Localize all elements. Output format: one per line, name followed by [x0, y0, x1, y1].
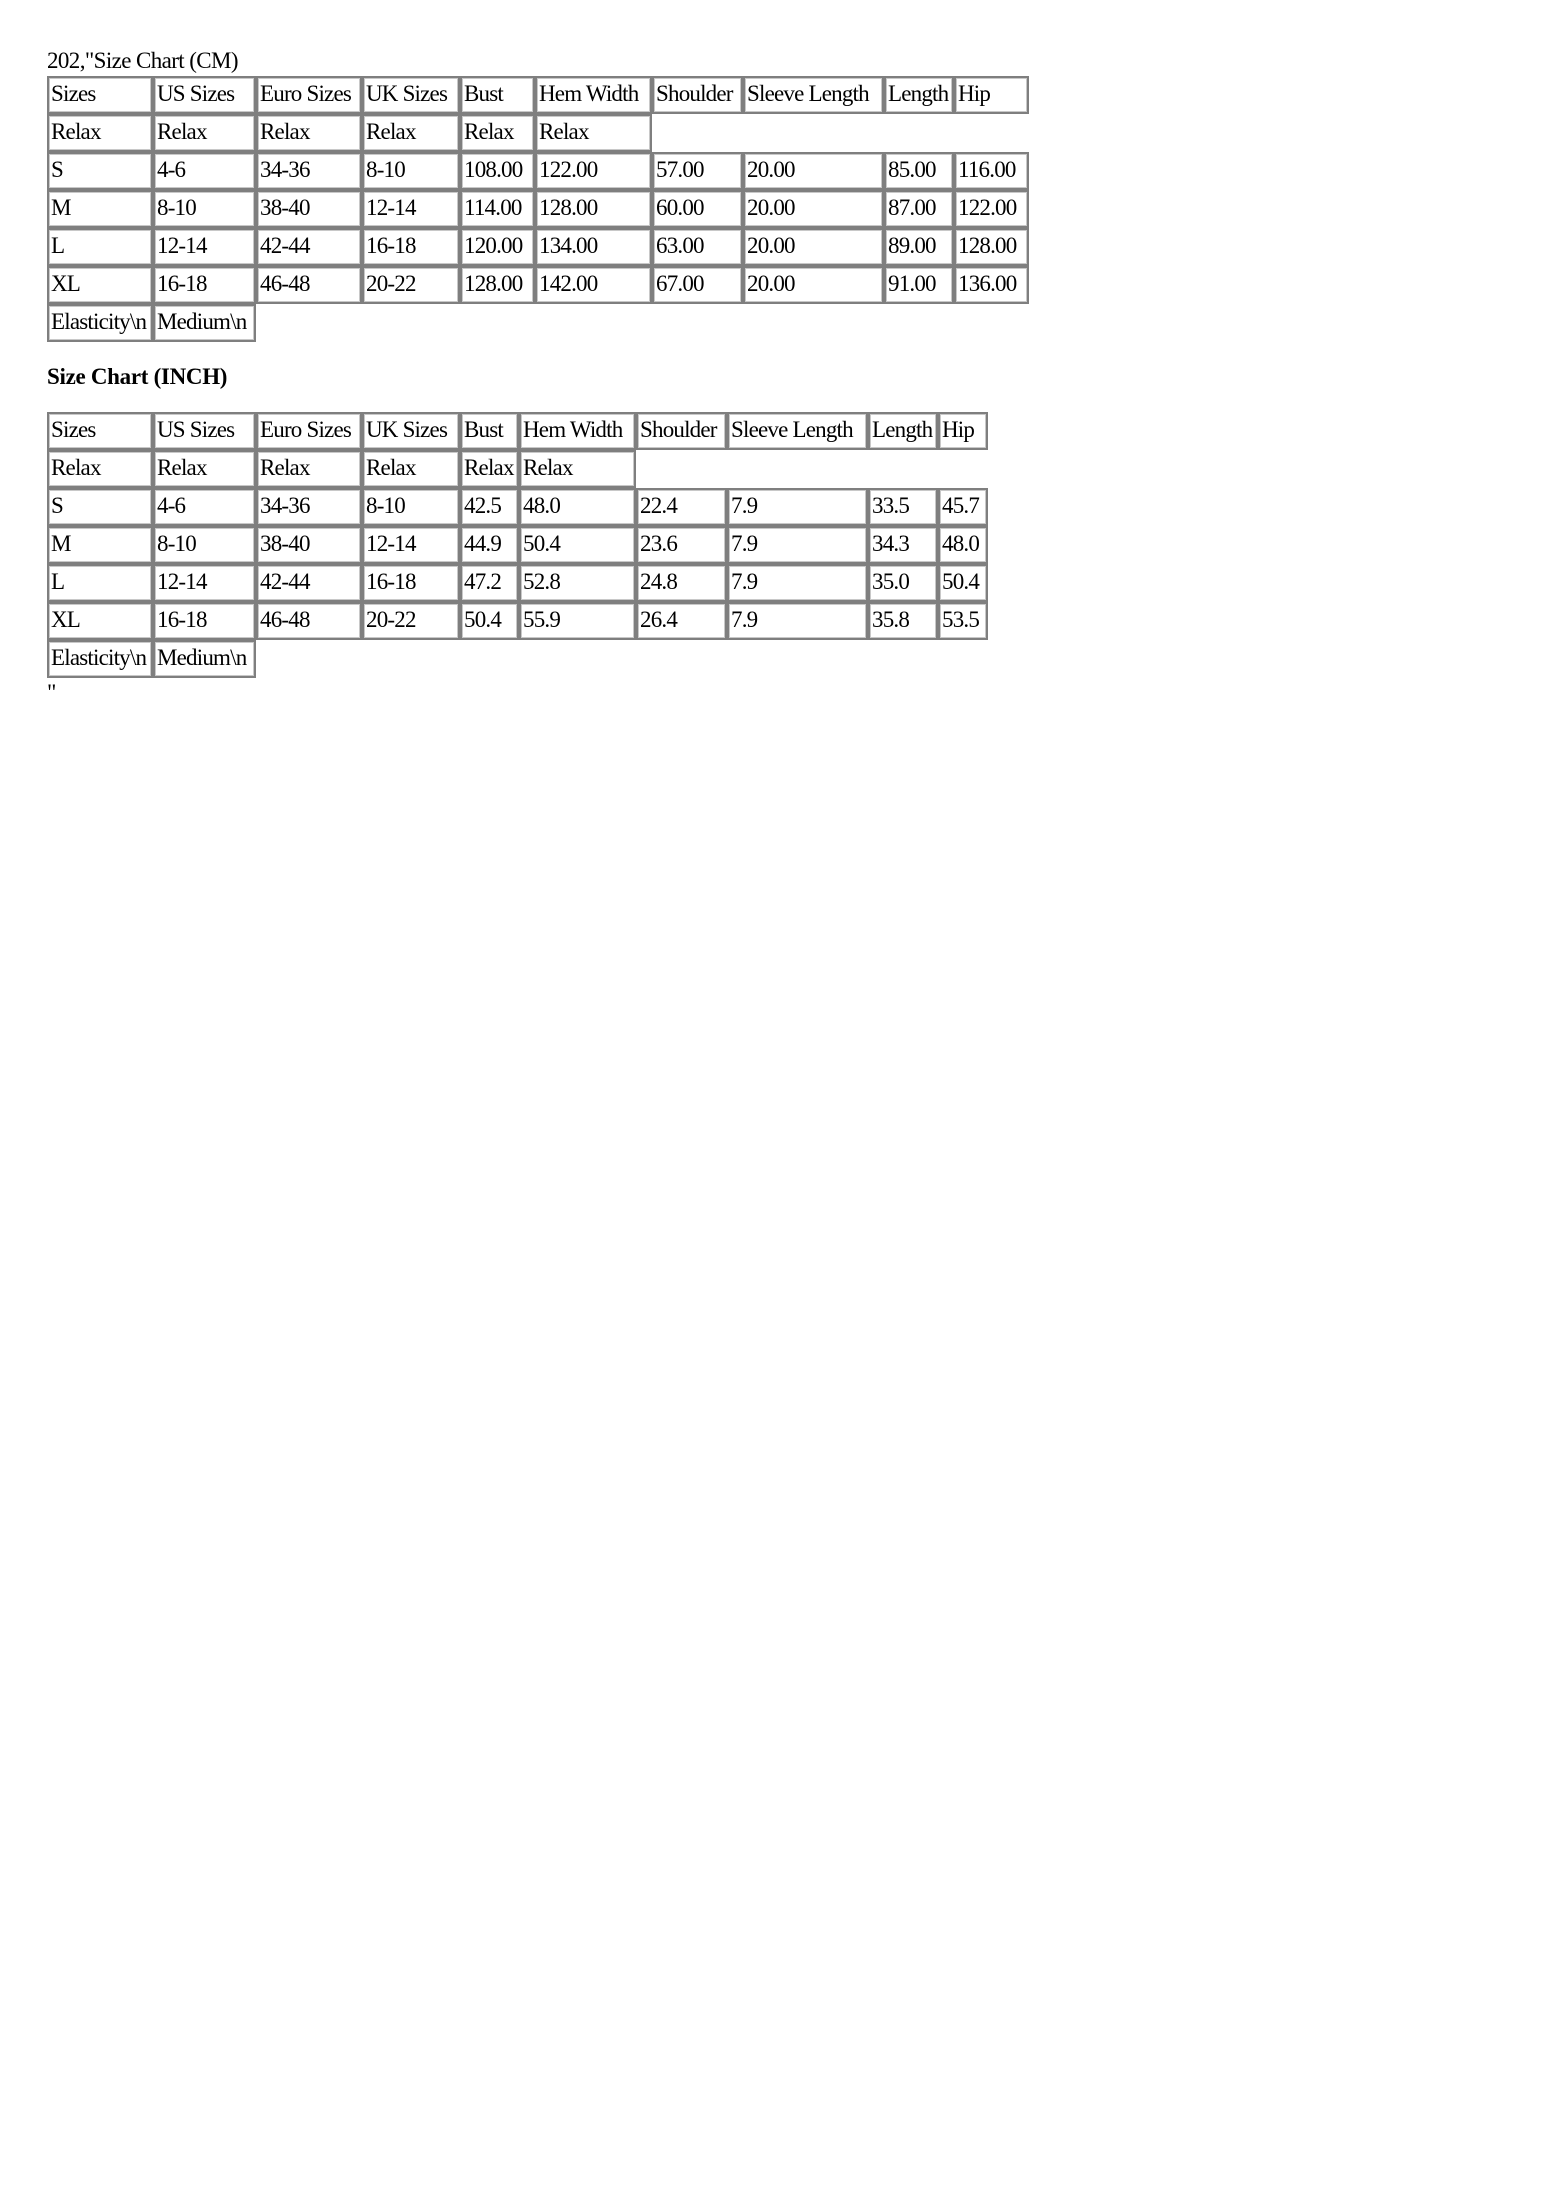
table-cell: 85.00 [884, 152, 954, 190]
table-cell: 55.9 [519, 602, 636, 640]
table-cell: 53.5 [938, 602, 988, 640]
table-cell: 60.00 [652, 190, 743, 228]
table-header-row [47, 412, 1147, 450]
table-cell: UK Sizes [362, 76, 460, 114]
table-cell: Relax [47, 114, 153, 152]
table-cell: Elasticity\n [47, 640, 153, 678]
table-cell: 57.00 [652, 152, 743, 190]
table-row [47, 564, 1147, 602]
table-cell: 50.4 [460, 602, 519, 640]
table-cell: 35.8 [868, 602, 938, 640]
table-row [47, 526, 1147, 564]
table-row [47, 488, 1147, 526]
table-cell: Shoulder [636, 412, 727, 450]
table-cell: Sleeve Length [727, 412, 868, 450]
table-cell: 63.00 [652, 228, 743, 266]
table-row [47, 266, 1147, 304]
table-cell: 16-18 [362, 564, 460, 602]
table-cell: 50.4 [519, 526, 636, 564]
table-cell: Relax [535, 114, 652, 152]
table-cell: 35.0 [868, 564, 938, 602]
table-cell: M [47, 526, 153, 564]
table-cell: 52.8 [519, 564, 636, 602]
table-cell: 44.9 [460, 526, 519, 564]
table-cell: 38-40 [256, 526, 362, 564]
table-cell: Hem Width [535, 76, 652, 114]
table-cell: 34-36 [256, 488, 362, 526]
size-chart-inch-table [47, 412, 1147, 678]
table-cell: 7.9 [727, 526, 868, 564]
table-cell: Relax [519, 450, 636, 488]
table-cell: S [47, 152, 153, 190]
table-cell: 128.00 [954, 228, 1029, 266]
table-cell: 128.00 [460, 266, 535, 304]
table-relax-row [47, 114, 1147, 152]
table-cell: Relax [460, 450, 519, 488]
table-cell: 128.00 [535, 190, 652, 228]
table-header-row [47, 76, 1147, 114]
table-cell: Sleeve Length [743, 76, 884, 114]
table-cell: UK Sizes [362, 412, 460, 450]
table-cell: Elasticity\n [47, 304, 153, 342]
table-cell: 8-10 [362, 488, 460, 526]
table-cell: 89.00 [884, 228, 954, 266]
table-cell: US Sizes [153, 76, 256, 114]
table-cell: 7.9 [727, 564, 868, 602]
table-cell: 116.00 [954, 152, 1029, 190]
table-cell: 91.00 [884, 266, 954, 304]
table-cell: Medium\n [153, 304, 256, 342]
table-cell: 33.5 [868, 488, 938, 526]
table-cell: XL [47, 602, 153, 640]
table-cell: Bust [460, 412, 519, 450]
table-cell: Relax [47, 450, 153, 488]
table-cell: 134.00 [535, 228, 652, 266]
table-cell: Hem Width [519, 412, 636, 450]
table-cell: 42.5 [460, 488, 519, 526]
table-row [47, 228, 1147, 266]
table-cell: 23.6 [636, 526, 727, 564]
prefix-line: 202,"Size Chart (CM) [47, 48, 238, 73]
table-row [47, 602, 1147, 640]
table-cell: 50.4 [938, 564, 988, 602]
table-cell: 24.8 [636, 564, 727, 602]
table-cell: 20-22 [362, 266, 460, 304]
table-cell: Relax [256, 450, 362, 488]
table-cell: 34-36 [256, 152, 362, 190]
table-cell: 20-22 [362, 602, 460, 640]
table-cell: Euro Sizes [256, 76, 362, 114]
table-cell: Relax [153, 450, 256, 488]
table-cell: Sizes [47, 412, 153, 450]
table-cell: 7.9 [727, 488, 868, 526]
table-cell: 16-18 [153, 266, 256, 304]
table-cell: 12-14 [153, 228, 256, 266]
table-cell: 38-40 [256, 190, 362, 228]
inch-heading: Size Chart (INCH) [47, 364, 228, 389]
table-cell: 20.00 [743, 152, 884, 190]
table-cell: M [47, 190, 153, 228]
table-cell: 46-48 [256, 602, 362, 640]
table-row [47, 152, 1147, 190]
table-cell: 20.00 [743, 266, 884, 304]
table-cell: US Sizes [153, 412, 256, 450]
table-cell: 114.00 [460, 190, 535, 228]
table-cell: Relax [362, 450, 460, 488]
table-cell: 8-10 [153, 526, 256, 564]
table-cell: 142.00 [535, 266, 652, 304]
table-cell: 4-6 [153, 152, 256, 190]
table-cell: Bust [460, 76, 535, 114]
table-cell: 120.00 [460, 228, 535, 266]
table-cell: Relax [153, 114, 256, 152]
table-cell: 8-10 [362, 152, 460, 190]
table-cell: 20.00 [743, 228, 884, 266]
table-cell: XL [47, 266, 153, 304]
table-cell: Length [868, 412, 938, 450]
table-cell: 12-14 [362, 190, 460, 228]
table-cell: 108.00 [460, 152, 535, 190]
table-cell: 48.0 [519, 488, 636, 526]
table-cell: L [47, 564, 153, 602]
closing-quote: " [47, 680, 56, 705]
table-cell: 45.7 [938, 488, 988, 526]
table-cell: 122.00 [535, 152, 652, 190]
table-cell: Relax [256, 114, 362, 152]
table-cell: 20.00 [743, 190, 884, 228]
table-cell: Sizes [47, 76, 153, 114]
table-cell: 4-6 [153, 488, 256, 526]
table-cell: Euro Sizes [256, 412, 362, 450]
table-cell: L [47, 228, 153, 266]
table-cell: 16-18 [153, 602, 256, 640]
table-cell: Hip [938, 412, 988, 450]
table-cell: 12-14 [153, 564, 256, 602]
table-cell: 47.2 [460, 564, 519, 602]
table-cell: 48.0 [938, 526, 988, 564]
table-cell: 7.9 [727, 602, 868, 640]
table-cell: Shoulder [652, 76, 743, 114]
table-cell: Length [884, 76, 954, 114]
table-cell: 136.00 [954, 266, 1029, 304]
size-chart-cm-table [47, 76, 1147, 342]
table-elasticity-row [47, 304, 1147, 342]
table-cell: 22.4 [636, 488, 727, 526]
table-cell: 34.3 [868, 526, 938, 564]
table-cell: Medium\n [153, 640, 256, 678]
table-cell: 8-10 [153, 190, 256, 228]
table-relax-row [47, 450, 1147, 488]
table-cell: 42-44 [256, 564, 362, 602]
table-cell: 87.00 [884, 190, 954, 228]
table-cell: 26.4 [636, 602, 727, 640]
table-row [47, 190, 1147, 228]
table-cell: 42-44 [256, 228, 362, 266]
table-elasticity-row [47, 640, 1147, 678]
table-cell: Hip [954, 76, 1029, 114]
table-cell: 122.00 [954, 190, 1029, 228]
table-cell: 12-14 [362, 526, 460, 564]
table-cell: 46-48 [256, 266, 362, 304]
table-cell: Relax [362, 114, 460, 152]
table-cell: 67.00 [652, 266, 743, 304]
document [47, 46, 1147, 708]
table-cell: Relax [460, 114, 535, 152]
table-cell: S [47, 488, 153, 526]
table-cell: 16-18 [362, 228, 460, 266]
